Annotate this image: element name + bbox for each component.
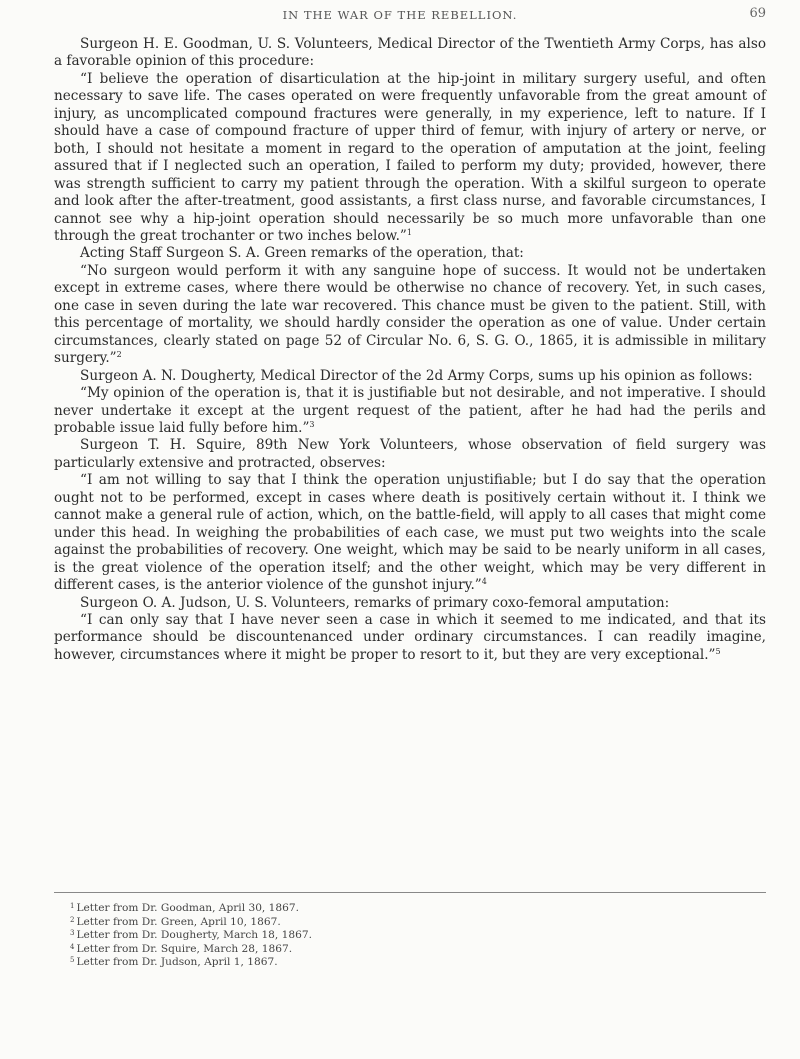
footnote-item: $^1$ Letter from Dr. Goodman, April 30, 1867. bbox=[70, 902, 299, 914]
footnote-item: $^3$ Letter from Dr. Dougherty, March 18, 1867. bbox=[70, 929, 312, 942]
footnote-item: $^4$ Letter from Dr. Squire, March 28, 1867. bbox=[70, 942, 293, 955]
paragraph-judson-intro: Surgeon O. A. Judson, U. S. Volunteers, remarks of primary coxo-femoral amputation: bbox=[80, 594, 670, 611]
paragraph-squire-quote: “I am not willing to say that I think the operation unjustifiable; but I do say that the operation ought not to be performed, except in cases where death is positively certain without it. I think we cannot make a general rule of action, which, on the battle-field, will apply to all cases that might come under this head. In weighing the probabilities of each case, we must put two weights into the scale against the probabilities of recovery. One weight, which may be said to be nearly uniform in all cases, is the great violence of the operation itself; and the other weight, which may be very different in different cases, is the anterior violence of the gunshot injury.”$^4$ bbox=[54, 472, 766, 594]
footnote-ref: 5 bbox=[715, 646, 721, 656]
body-text bbox=[54, 36, 766, 664]
paragraph-dougherty-intro: Surgeon A. N. Dougherty, Medical Director of the 2d Army Corps, sums up his opinion as follows: bbox=[80, 367, 753, 384]
paragraph-goodman-intro: Surgeon H. E. Goodman, U. S. Volunteers, Medical Director of the Twentieth Army Corps, has also a favorable opinion of this procedure: bbox=[54, 36, 766, 70]
footnote-ref: 2 bbox=[116, 350, 122, 360]
paragraph-judson-quote: “I can only say that I have never seen a case in which it seemed to me indicated, and that its performance should be discountenanced under ordinary circumstances. I can readily imagine, however, circumstances where it might be proper to resort to it, but they are very exceptional.”$^5$ bbox=[54, 611, 766, 663]
footnote-ref: 1 bbox=[406, 227, 412, 237]
footnote-item: $^2$ Letter from Dr. Green, April 10, 1867. bbox=[70, 915, 281, 928]
footnote-ref: 3 bbox=[309, 419, 315, 429]
paragraph-goodman-quote: “I believe the operation of disarticulation at the hip-joint in military surgery useful, and often necessary to save life. The cases operated on were frequently unfavorable from the great amount of injury, as uncomplicated compound fractures were generally, in my experience, left to nature. If I should have a case of compound fracture of upper third of femur, with injury of artery or nerve, or both, I should not hesitate a moment in regard to the operation of amputation at the joint, feeling assured that if I neglected such an operation, I failed to perform my duty; provided, however, there was strength sufficient to carry my patient through the operation. With a skilful surgeon to operate and look after the after-treatment, good assistants, a first class nurse, and favorable circumstances, I cannot see why a hip-joint operation should necessarily be so much more unfavorable than one through the great trochanter or two inches below.”$^1$ bbox=[54, 70, 766, 244]
footnote-divider bbox=[54, 892, 766, 893]
paragraph-dougherty-quote: “My opinion of the operation is, that it is justifiable but not desirable, and not imperative. I should never undertake it except at the urgent request of the patient, after he had had the perils and probable issue laid fully before him.”$^3$ bbox=[54, 385, 766, 436]
footnote-ref: 4 bbox=[481, 577, 487, 587]
paragraph-green-quote: “No surgeon would perform it with any sanguine hope of success. It would not be undertaken except in extreme cases, where there would be otherwise no chance of recovery. Yet, in such cases, one case in seven during the late war recovered. This chance must be given to the patient. Still, with this percentage of mortality, we should hardly consider the operation as one of value. Under certain circumstances, clearly stated on page 52 of Circular No. 6, S. G. O., 1865, it is admissible in military surgery.”$^2$ bbox=[54, 262, 766, 367]
footnote-item: $^5$ Letter from Dr. Judson, April 1, 1867. bbox=[70, 956, 278, 969]
paragraph-squire-intro: Surgeon T. H. Squire, 89th New York Volunteers, whose observation of field surgery was particularly extensive and protracted, observes: bbox=[54, 437, 766, 471]
footnotes bbox=[70, 902, 670, 970]
paragraph-green-intro: Acting Staff Surgeon S. A. Green remarks of the operation, that: bbox=[80, 245, 524, 262]
page-number: 69 bbox=[749, 6, 766, 21]
running-title: IN THE WAR OF THE REBELLION. bbox=[282, 8, 518, 22]
